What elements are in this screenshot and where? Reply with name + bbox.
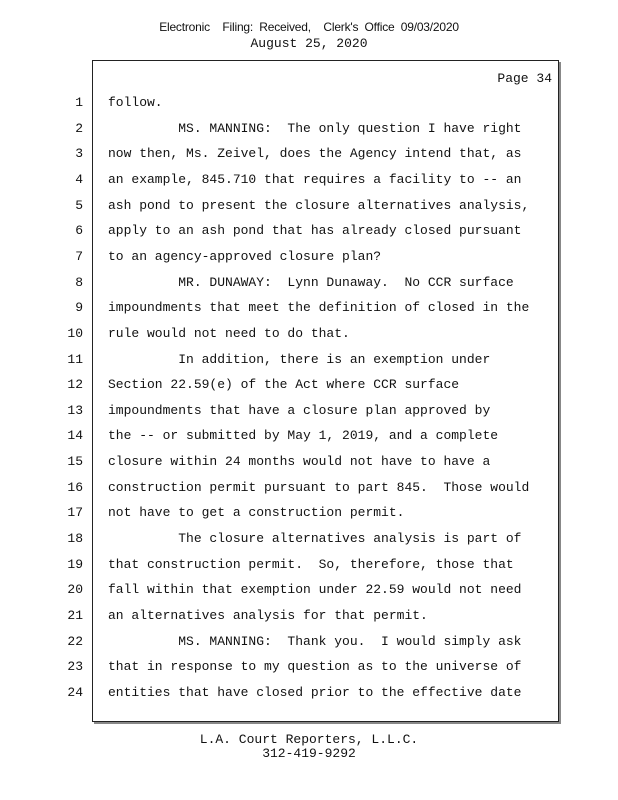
reporter-phone: 312-419-9292 [262, 746, 356, 761]
line-number: 9 [75, 300, 83, 315]
transcript-line: In addition, there is an exemption under [108, 352, 491, 367]
transcript-line: entities that have closed prior to the effective date [108, 685, 522, 700]
transcript-line: impoundments that have a closure plan approved by [108, 403, 491, 418]
line-number: 21 [67, 608, 83, 623]
line-number: 17 [67, 505, 83, 520]
line-number: 18 [67, 531, 83, 546]
transcript-line: the -- or submitted by May 1, 2019, and a complete [108, 428, 499, 443]
transcript-line: not have to get a construction permit. [108, 505, 405, 520]
page-number: Page 34 [497, 71, 552, 86]
line-number: 5 [75, 198, 83, 213]
transcript-line: apply to an ash pond that has already closed pursuant [108, 223, 522, 238]
transcript-line: to an agency-approved closure plan? [108, 249, 382, 264]
transcript-line: The closure alternatives analysis is part of [108, 531, 522, 546]
transcript-line: ash pond to present the closure alternatives analysis, [108, 198, 530, 213]
line-number: 13 [67, 403, 83, 418]
line-number: 12 [67, 377, 83, 392]
line-number: 10 [67, 326, 83, 341]
transcript-line: an example, 845.710 that requires a facility to -- an [108, 172, 522, 187]
line-number: 1 [75, 95, 83, 110]
line-number: 11 [67, 352, 83, 367]
hearing-date: August 25, 2020 [250, 36, 368, 51]
line-number: 23 [67, 659, 83, 674]
line-number: 14 [67, 428, 83, 443]
transcript-line: rule would not need to do that. [108, 326, 350, 341]
transcript-line: construction permit pursuant to part 845. Those would [108, 480, 530, 495]
transcript-line: Section 22.59(e) of the Act where CCR surface [108, 377, 460, 392]
line-number: 4 [75, 172, 83, 187]
transcript-line: follow. [108, 95, 163, 110]
line-number: 19 [67, 557, 83, 572]
transcript-line: MR. DUNAWAY: Lynn Dunaway. No CCR surface [108, 275, 514, 290]
line-number: 2 [75, 121, 83, 136]
line-number: 3 [75, 146, 83, 161]
line-number: 20 [67, 582, 83, 597]
line-number: 7 [75, 249, 83, 264]
transcript-line: MS. MANNING: Thank you. I would simply ask [108, 634, 522, 649]
line-number: 16 [67, 480, 83, 495]
transcript-line: MS. MANNING: The only question I have right [108, 121, 522, 136]
transcript-line: closure within 24 months would not have to have a [108, 454, 491, 469]
reporter-name: L.A. Court Reporters, L.L.C. [199, 732, 419, 747]
line-number: 15 [67, 454, 83, 469]
transcript-line: that construction permit. So, therefore, those that [108, 557, 514, 572]
transcript-line: fall within that exemption under 22.59 would not need [108, 582, 522, 597]
line-number: 24 [67, 685, 83, 700]
transcript-line: impoundments that meet the definition of closed in the [108, 300, 530, 315]
transcript-line: an alternatives analysis for that permit. [108, 608, 428, 623]
line-number: 8 [75, 275, 83, 290]
transcript-line: that in response to my question as to the universe of [108, 659, 522, 674]
line-number: 22 [67, 634, 83, 649]
line-number: 6 [75, 223, 83, 238]
filing-stamp: Electronic Filing: Received, Clerk's Office 09/03/2020 [159, 20, 459, 34]
transcript-line: now then, Ms. Zeivel, does the Agency intend that, as [108, 146, 522, 161]
